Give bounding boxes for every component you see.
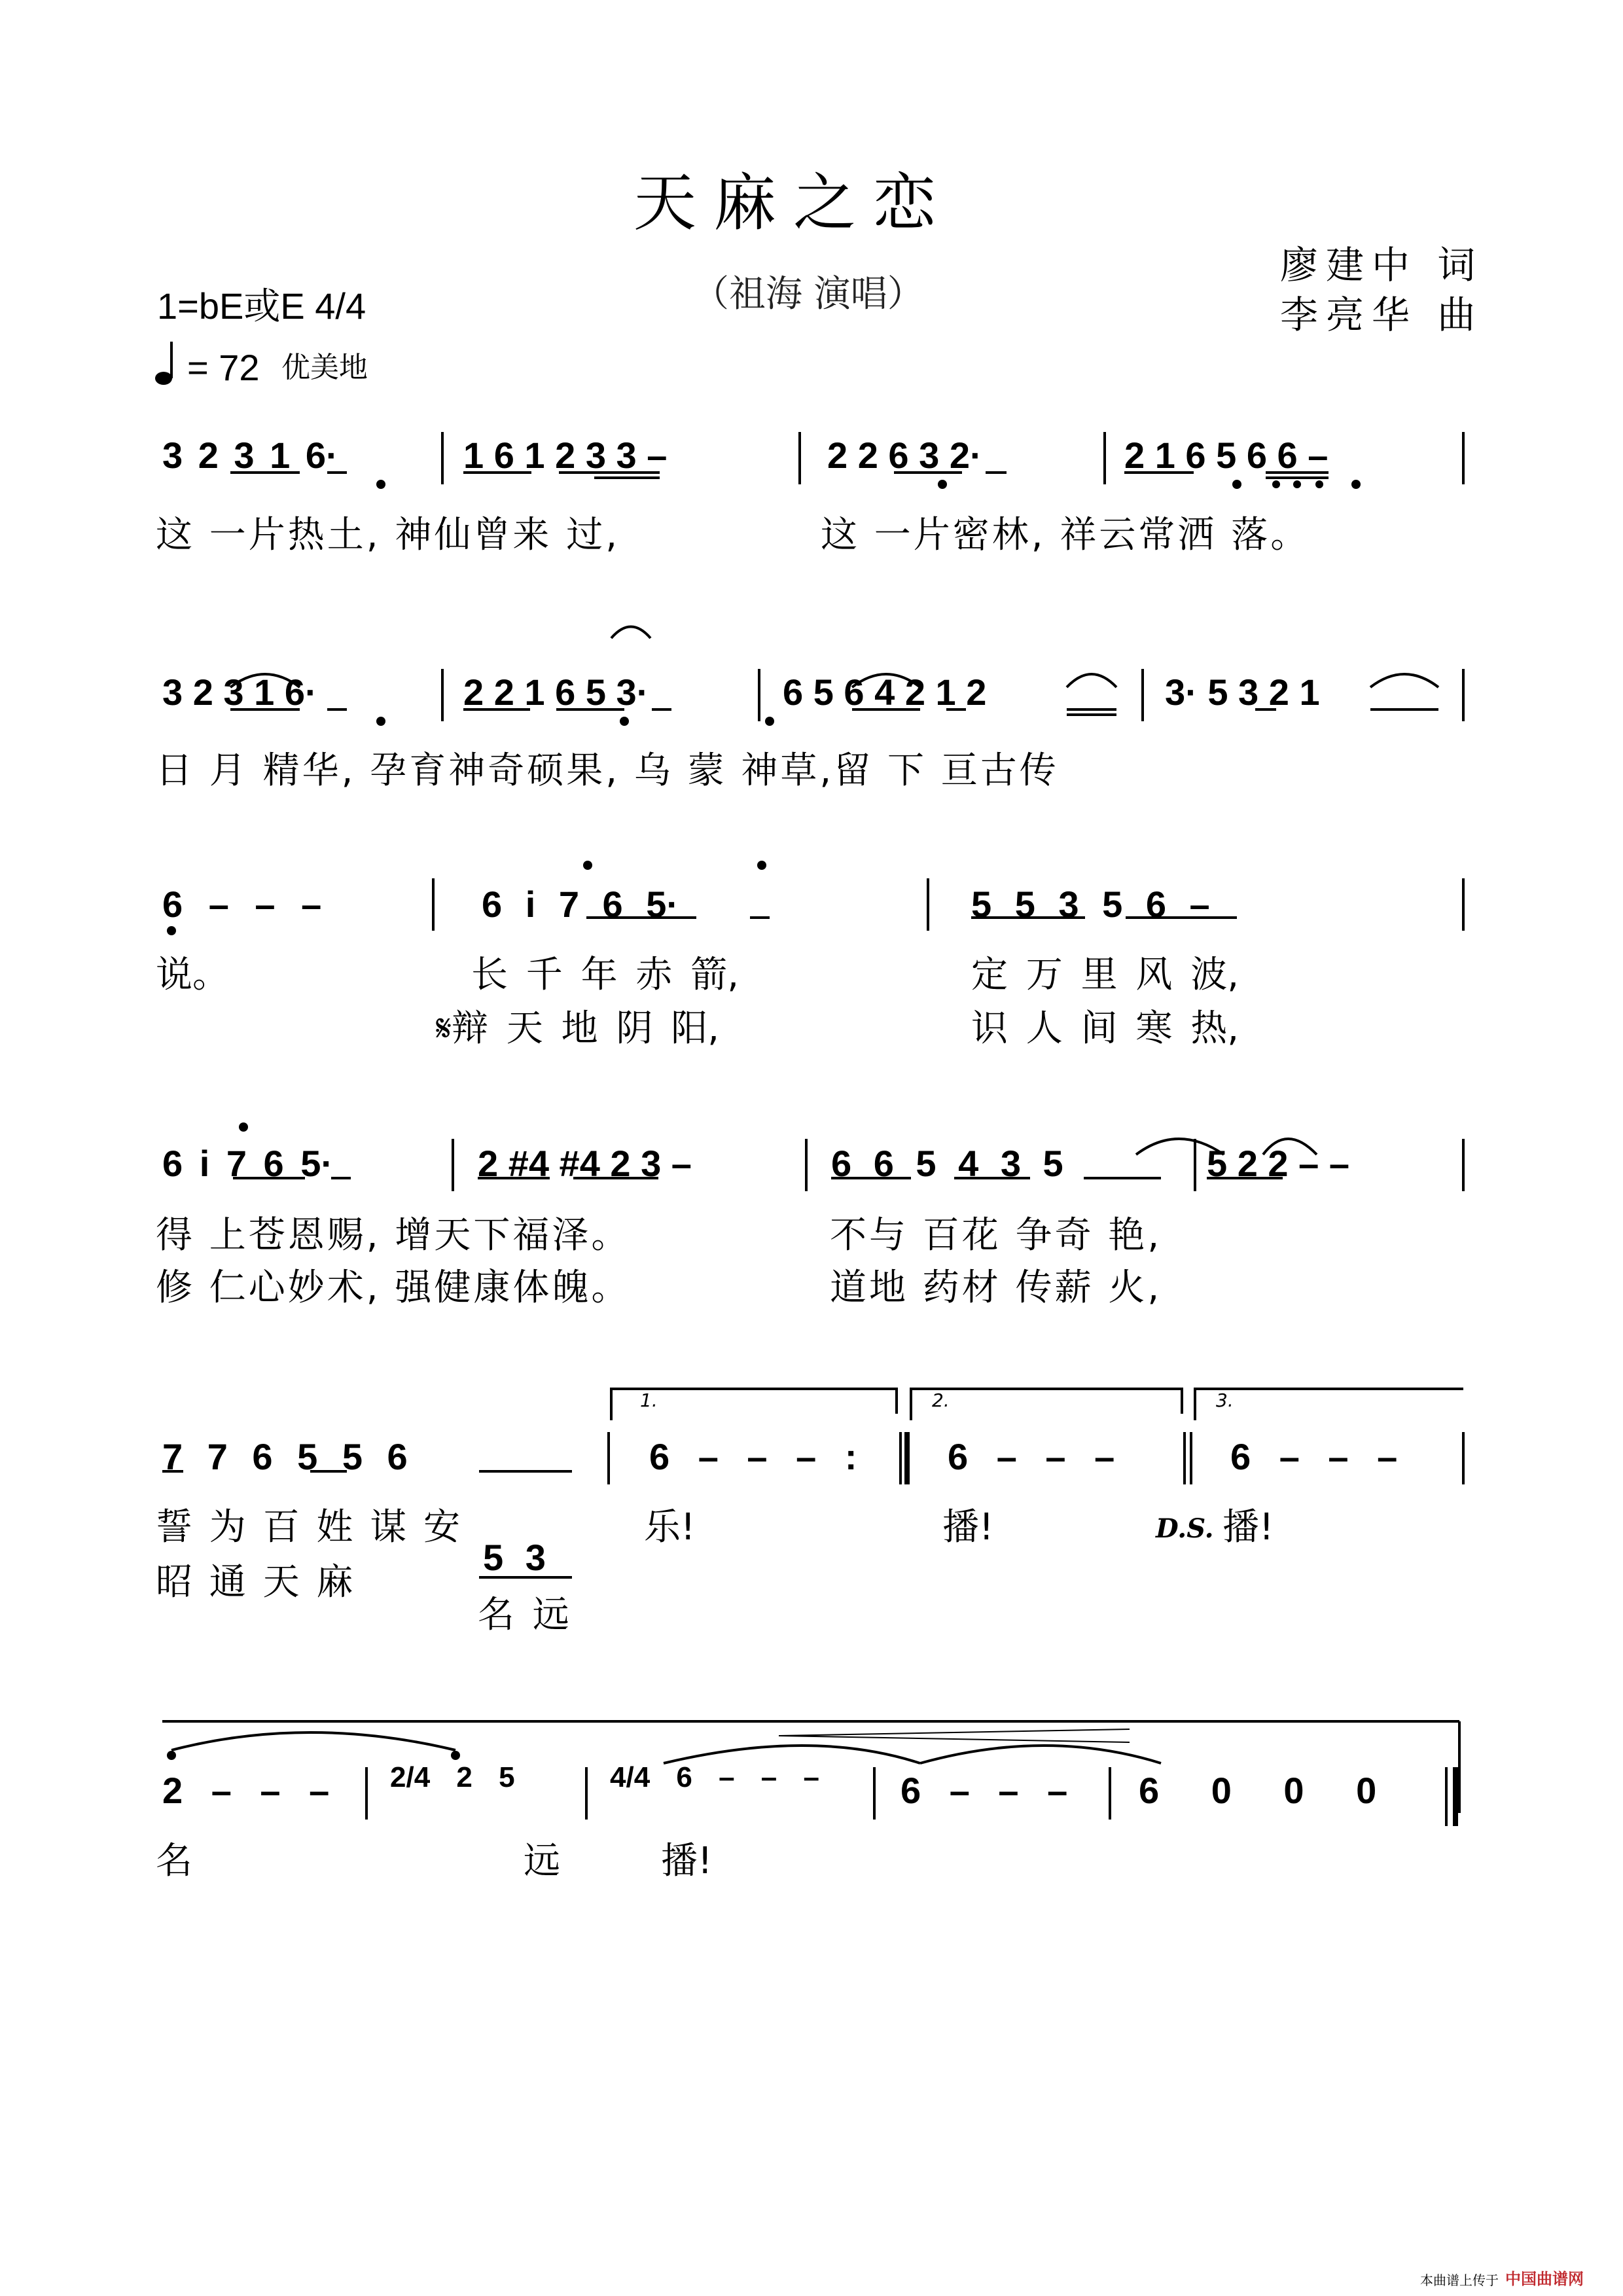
lyrics-s3-a3: 定 万 里 风 波, — [971, 954, 1240, 996]
measure-s4-4: 5 2 2 – – — [1207, 1143, 1349, 1184]
singer-credit: （祖海 演唱） — [692, 273, 924, 315]
measure-s5-2: 6 – – – : — [649, 1436, 857, 1477]
dal-segno-mark: D.S. — [1156, 1513, 1214, 1544]
lyrics-s2: 日 月 精华, 孕育神奇硕果, 乌 蒙 神草,留 下 亘古传 — [156, 749, 1059, 792]
site-logo[interactable]: 中国曲谱网 — [1505, 2270, 1584, 2288]
lyrics-s5-b1: 昭 通 天 麻 — [156, 1561, 353, 1604]
measure-s1-3: 2 2 6 3 2· — [827, 435, 982, 476]
lyrics-s3-a1: 说。 — [156, 954, 229, 996]
volta-2: 2. — [932, 1390, 950, 1411]
measure-s2-1: 3 2 3 1 6· — [162, 672, 317, 713]
measure-s5-3: 6 – – – — [948, 1436, 1115, 1477]
lyrics-s4-b2: 道地 药材 传薪 火, — [830, 1266, 1162, 1309]
lyrics-s3-b2: 识 人 间 寒 热, — [971, 1007, 1240, 1050]
lyrics-s5-a4: 播! — [1222, 1506, 1274, 1549]
upload-note: 本曲谱上传于 — [1420, 2272, 1499, 2288]
alt-lyric-s5: 名 远 — [478, 1594, 569, 1636]
lyricist-credit: 廖建中 词 — [1280, 243, 1484, 287]
lyrics-s4-a2: 不与 百花 争奇 艳, — [830, 1214, 1162, 1257]
lyrics-s5-a3: 播! — [942, 1506, 994, 1549]
key-meter: 1=bE或E 4/4 — [157, 285, 366, 327]
measure-s6-5: 6 0 0 0 — [1139, 1770, 1377, 1811]
measure-s6-3: 4/4 6 – – – — [610, 1761, 819, 1793]
tempo-value: = 72 — [187, 347, 260, 388]
measure-s1-1: 3 2 3 1 6· — [162, 435, 338, 476]
measure-s3-2: 6 i 7 6 5· — [482, 884, 679, 925]
measure-s2-2: 2 2 1 6 5 3· — [463, 672, 649, 713]
measure-s4-2: 2 #4 #4 2 3 – — [478, 1143, 692, 1184]
measure-s2-3: 6 5 6 4 2 1 2 — [783, 672, 987, 713]
lyrics-s4-b1: 修 仁心妙术, 强健康体魄。 — [156, 1266, 631, 1309]
lyrics-s6-3: 播! — [661, 1840, 713, 1882]
measure-s3-1: 6 – – – — [162, 884, 322, 925]
volta-3: 3. — [1216, 1390, 1234, 1411]
measure-s5-4: 6 – – – — [1230, 1436, 1398, 1477]
expression-mark: 优美地 — [281, 351, 368, 384]
composer-credit: 李亮华 曲 — [1280, 293, 1484, 337]
lyrics-s3-a2: 长 千 年 赤 箭, — [471, 954, 740, 996]
lyrics-s4-a1: 得 上苍恩赐, 增天下福泽。 — [156, 1214, 631, 1257]
measure-s6-1: 2 – – – — [162, 1770, 330, 1811]
measure-s6-4: 6 – – – — [901, 1770, 1068, 1811]
measure-s1-2: 1 6 1 2 3 3 – — [463, 435, 668, 476]
measure-s5-1: 7 7 6 5 5 6 — [162, 1436, 408, 1477]
measure-s4-1: 6 i 7 6 5· — [162, 1143, 334, 1184]
song-title: 天麻之恋 — [633, 166, 953, 240]
lyrics-s1-a: 这 一片热土, 神仙曾来 过, — [156, 514, 620, 556]
volta-1: 1. — [640, 1390, 658, 1411]
measure-s2-4: 3· 5 3 2 1 — [1165, 672, 1320, 713]
measure-s6-2: 2/4 2 5 — [390, 1761, 515, 1793]
measure-s1-4: 2 1 6 5 6 6 – — [1124, 435, 1329, 476]
lyrics-s1-b: 这 一片密林, 祥云常洒 落。 — [821, 514, 1310, 556]
lyrics-s6-1: 名 — [156, 1840, 192, 1882]
lyrics-s5-a2: 乐! — [644, 1506, 696, 1549]
lyrics-s3-b1: 𝄋辩 天 地 阴 阳, — [436, 1007, 720, 1050]
measure-s4-3: 6 6 5 4 3 5 — [831, 1143, 1063, 1184]
alt-notes-s5: 5 3 — [483, 1537, 546, 1578]
measure-s3-3: 5 5 3 5 6 – — [971, 884, 1210, 925]
lyrics-s6-2: 远 — [524, 1840, 560, 1882]
lyrics-s5-a1: 誓 为 百 姓 谋 安 — [156, 1506, 461, 1549]
